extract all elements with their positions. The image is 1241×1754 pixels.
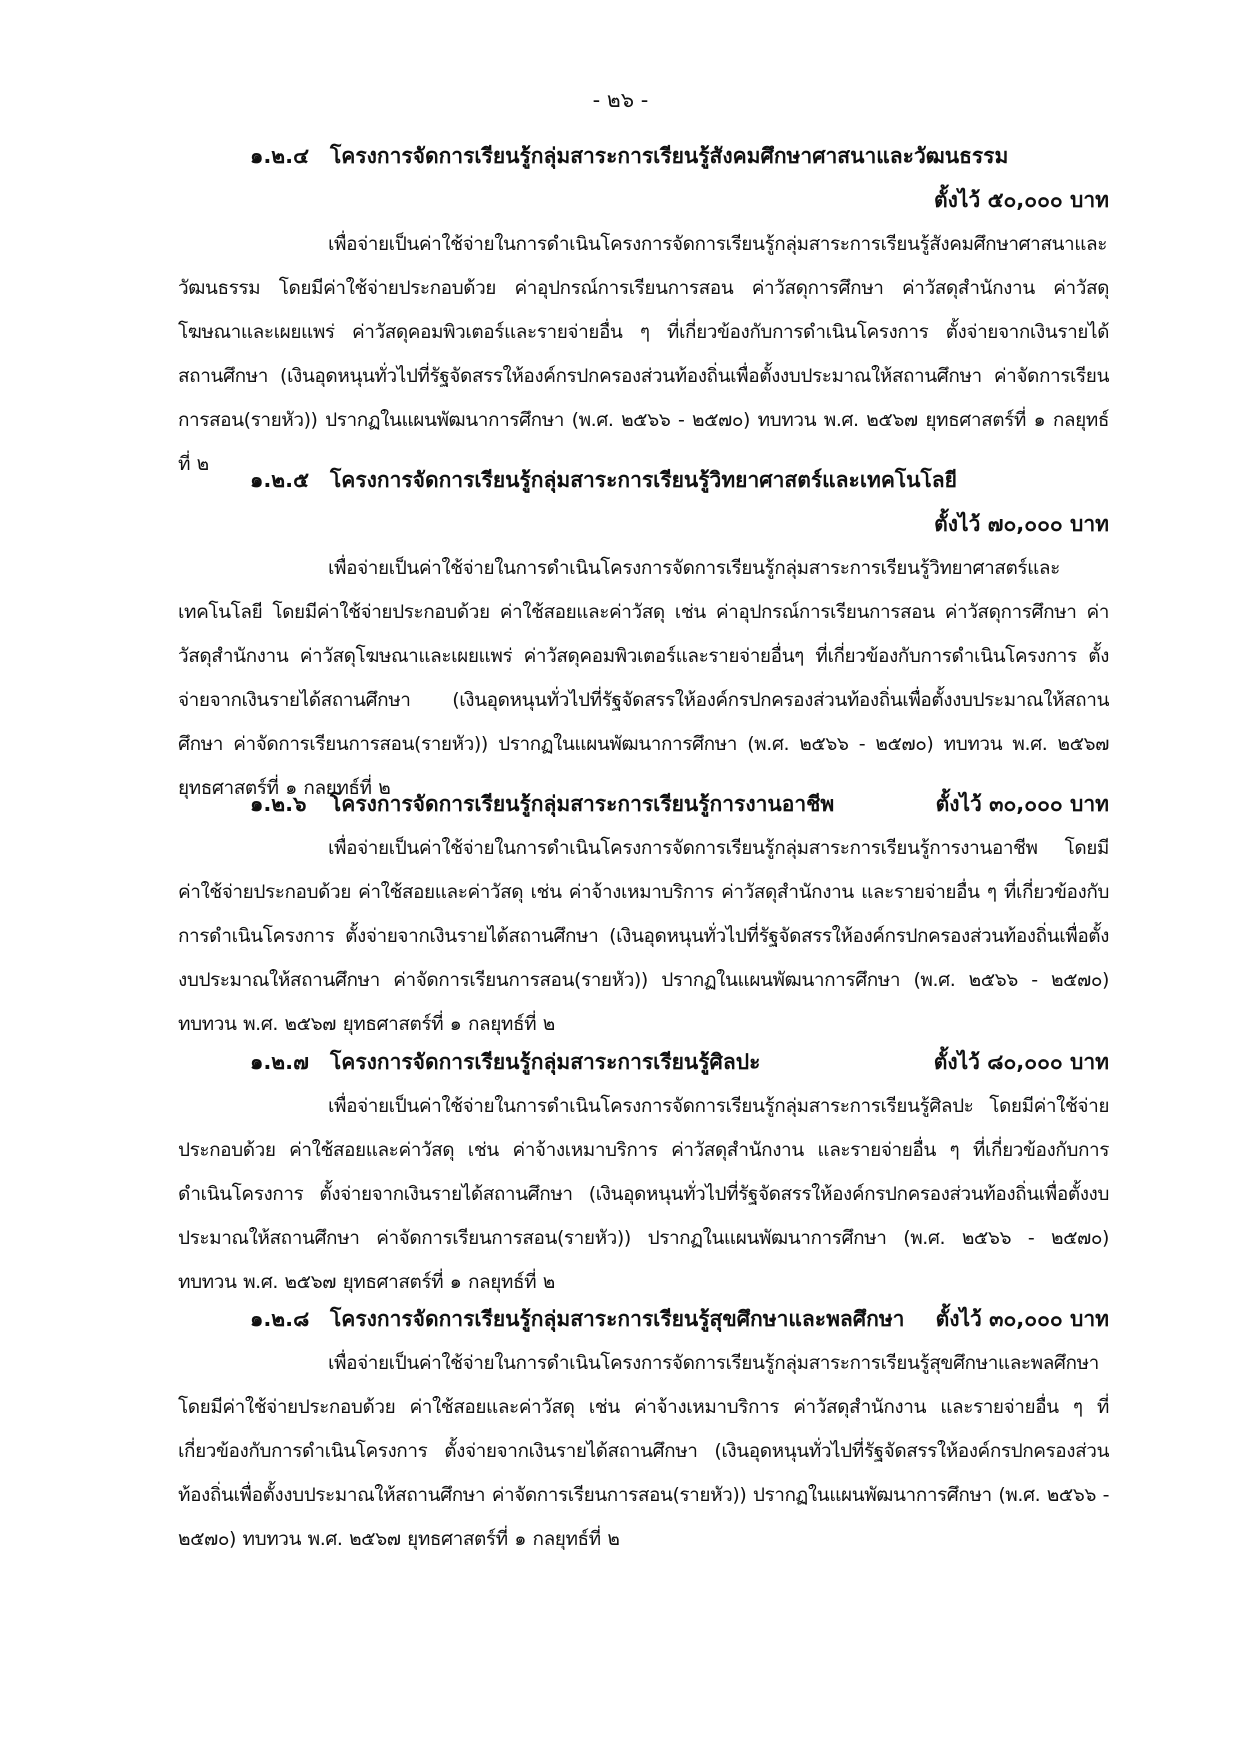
section-heading (178, 1040, 1121, 1084)
section-body: เพื่อจ่ายเป็นค่าใช้จ่ายในการดำเนินโครงการจัดการเรียนรู้กลุ่มสาระการเรียนรู้สังคมศึกษาศาสนาและวัฒนธรรม โดยมีค่าใช้จ่ายประกอบด้วย ค่าอุปกรณ์การเรียนการสอน ค่าวัสดุการศึกษา ค่าวัสดุสำนักงาน ค่าวัสดุโฆษณาและเผยแพร่ ค่าวัสดุคอมพิวเตอร์และรายจ่ายอื่น ๆ ที่เกี่ยวข้องกับการดำเนินโครงการ ตั้งจ่ายจากเงินรายได้สถานศึกษา (เงินอุดหนุนทั่วไปที่รัฐจัดสรรให้องค์กรปกครองส่วนท้องถิ่นเพื่อตั้งงบประมาณให้สถานศึกษา ค่าจัดการเรียนการสอน(รายหัว)) ปรากฏในแผนพัฒนาการศึกษา (พ.ศ. ๒๕๖๖ - ๒๕๗๐) ทบทวน พ.ศ. ๒๕๖๗ ยุทธศาสตร์ที่ ๑ กลยุทธ์ที่ ๒ (178, 233, 1109, 475)
section-number: ๑.๒.๔ (250, 144, 310, 168)
budget-amount: ตั้งไว้ ๓๐,๐๐๐ บาท (935, 1307, 1109, 1331)
budget-section-1-2-8 (178, 1297, 1121, 1561)
budget-section-1-2-7 (178, 1040, 1121, 1304)
section-title: โครงการจัดการเรียนรู้กลุ่มสาระการเรียนรู้การงานอาชีพ (330, 792, 835, 816)
section-number: ๑.๒.๘ (250, 1307, 310, 1331)
budget-amount: ตั้งไว้ ๘๐,๐๐๐ บาท (933, 1050, 1109, 1074)
section-number: ๑.๒.๖ (250, 792, 307, 816)
budget-amount: ตั้งไว้ ๗๐,๐๐๐ บาท (934, 512, 1109, 536)
section-body: เพื่อจ่ายเป็นค่าใช้จ่ายในการดำเนินโครงการจัดการเรียนรู้กลุ่มสาระการเรียนรู้ศิลปะ โดยมีค่าใช้จ่ายประกอบด้วย ค่าใช้สอยและค่าวัสดุ เช่น ค่าจ้างเหมาบริการ ค่าวัสดุสำนักงาน และรายจ่ายอื่น ๆ ที่เกี่ยวข้องกับการดำเนินโครงการ ตั้งจ่ายจากเงินรายได้สถานศึกษา (เงินอุดหนุนทั่วไปที่รัฐจัดสรรให้องค์กรปกครองส่วนท้องถิ่นเพื่อตั้งงบประมาณให้สถานศึกษา ค่าจัดการเรียนการสอน(รายหัว)) ปรากฏในแผนพัฒนาการศึกษา (พ.ศ. ๒๕๖๖ - ๒๕๗๐) ทบทวน พ.ศ. ๒๕๖๗ ยุทธศาสตร์ที่ ๑ กลยุทธ์ที่ ๒ (178, 1095, 1109, 1293)
amount-line (178, 502, 1121, 546)
section-number: ๑.๒.๗ (250, 1050, 309, 1074)
page-number: - ๒๖ - (592, 88, 649, 112)
budget-amount: ตั้งไว้ ๓๐,๐๐๐ บาท (935, 792, 1109, 816)
section-body: เพื่อจ่ายเป็นค่าใช้จ่ายในการดำเนินโครงการจัดการเรียนรู้กลุ่มสาระการเรียนรู้วิทยาศาสตร์และเทคโนโลยี โดยมีค่าใช้จ่ายประกอบด้วย ค่าใช้สอยและค่าวัสดุ เช่น ค่าอุปกรณ์การเรียนการสอน ค่าวัสดุการศึกษา ค่าวัสดุสำนักงาน ค่าวัสดุโฆษณาและเผยแพร่ ค่าวัสดุคอมพิวเตอร์และรายจ่ายอื่นๆ ที่เกี่ยวข้องกับการดำเนินโครงการ ตั้งจ่ายจากเงินรายได้สถานศึกษา (เงินอุดหนุนทั่วไปที่รัฐจัดสรรให้องค์กรปกครองส่วนท้องถิ่นเพื่อตั้งงบประมาณให้สถานศึกษา ค่าจัดการเรียนการสอน(รายหัว)) ปรากฏในแผนพัฒนาการศึกษา (พ.ศ. ๒๕๖๖ - ๒๕๗๐) ทบทวน พ.ศ. ๒๕๖๗ ยุทธศาสตร์ที่ ๑ กลยุทธ์ที่ ๒ (178, 557, 1109, 799)
section-title: โครงการจัดการเรียนรู้กลุ่มสาระการเรียนรู้สังคมศึกษาศาสนาและวัฒนธรรม (330, 144, 1009, 168)
section-title: โครงการจัดการเรียนรู้กลุ่มสาระการเรียนรู้สุขศึกษาและพลศึกษา (330, 1307, 905, 1331)
budget-section-1-2-6 (178, 782, 1121, 1046)
section-heading (178, 458, 1121, 502)
section-heading (178, 1297, 1121, 1341)
section-title: โครงการจัดการเรียนรู้กลุ่มสาระการเรียนรู้ศิลปะ (330, 1050, 761, 1074)
section-body: เพื่อจ่ายเป็นค่าใช้จ่ายในการดำเนินโครงการจัดการเรียนรู้กลุ่มสาระการเรียนรู้การงานอาชีพ โดยมีค่าใช้จ่ายประกอบด้วย ค่าใช้สอยและค่าวัสดุ เช่น ค่าจ้างเหมาบริการ ค่าวัสดุสำนักงาน และรายจ่ายอื่น ๆ ที่เกี่ยวข้องกับการดำเนินโครงการ ตั้งจ่ายจากเงินรายได้สถานศึกษา (เงินอุดหนุนทั่วไปที่รัฐจัดสรรให้องค์กรปกครองส่วนท้องถิ่นเพื่อตั้งงบประมาณให้สถานศึกษา ค่าจัดการเรียนการสอน(รายหัว)) ปรากฏในแผนพัฒนาการศึกษา (พ.ศ. ๒๕๖๖ - ๒๕๗๐) ทบทวน พ.ศ. ๒๕๖๗ ยุทธศาสตร์ที่ ๑ กลยุทธ์ที่ ๒ (178, 837, 1109, 1035)
section-heading (178, 134, 1121, 178)
section-body: เพื่อจ่ายเป็นค่าใช้จ่ายในการดำเนินโครงการจัดการเรียนรู้กลุ่มสาระการเรียนรู้สุขศึกษาและพลศึกษา โดยมีค่าใช้จ่ายประกอบด้วย ค่าใช้สอยและค่าวัสดุ เช่น ค่าจ้างเหมาบริการ ค่าวัสดุสำนักงาน และรายจ่ายอื่น ๆ ที่เกี่ยวข้องกับการดำเนินโครงการ ตั้งจ่ายจากเงินรายได้สถานศึกษา (เงินอุดหนุนทั่วไปที่รัฐจัดสรรให้องค์กรปกครองส่วนท้องถิ่นเพื่อตั้งงบประมาณให้สถานศึกษา ค่าจัดการเรียนการสอน(รายหัว)) ปรากฏในแผนพัฒนาการศึกษา (พ.ศ. ๒๕๖๖ - ๒๕๗๐) ทบทวน พ.ศ. ๒๕๖๗ ยุทธศาสตร์ที่ ๑ กลยุทธ์ที่ ๒ (178, 1352, 1109, 1550)
amount-line (178, 178, 1121, 222)
budget-section-1-2-5 (178, 458, 1121, 810)
section-number: ๑.๒.๕ (250, 468, 310, 492)
section-title: โครงการจัดการเรียนรู้กลุ่มสาระการเรียนรู้วิทยาศาสตร์และเทคโนโลยี (330, 468, 957, 492)
section-heading (178, 782, 1121, 826)
budget-section-1-2-4 (178, 134, 1121, 486)
budget-amount: ตั้งไว้ ๕๐,๐๐๐ บาท (934, 188, 1109, 212)
